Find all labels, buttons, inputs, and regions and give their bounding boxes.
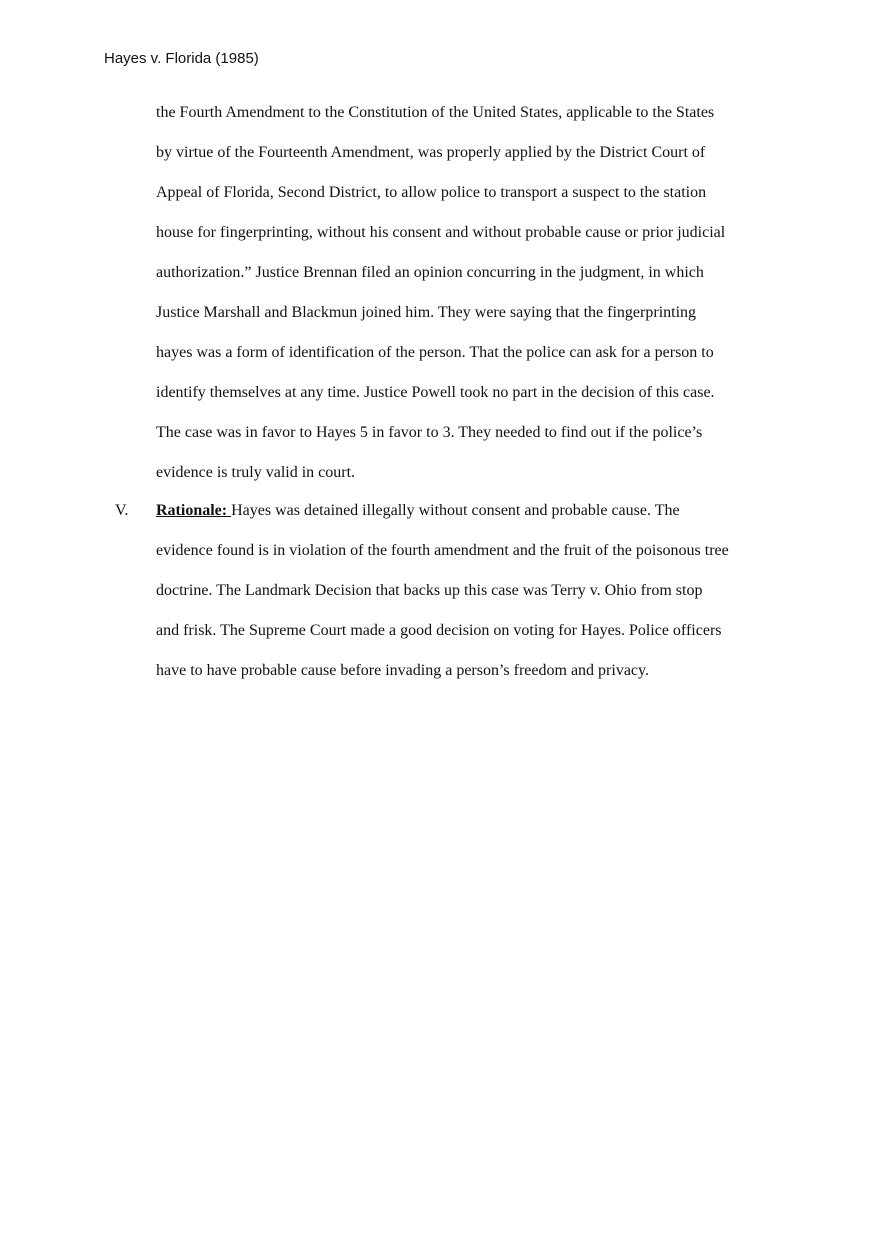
text-line: authorization.” Justice Brennan filed an opinion concurring in the judgment, in which [156, 264, 704, 281]
section-label: Rationale: [156, 502, 232, 519]
text-line: hayes was a form of identification of the person. That the police can ask for a person to [156, 344, 714, 361]
text-line: evidence found is in violation of the fourth amendment and the fruit of the poisonous tree [156, 542, 729, 559]
text-line: have to have probable cause before invading a person’s freedom and privacy. [156, 662, 649, 679]
text-segment: Hayes was detained illegally without consent and probable cause. The [231, 502, 680, 519]
text-line: and frisk. The Supreme Court made a good decision on voting for Hayes. Police officers [156, 622, 722, 639]
running-header: Hayes v. Florida (1985) [104, 50, 259, 67]
text-line: The case was in favor to Hayes 5 in favor to 3. They needed to find out if the police’s [156, 424, 703, 441]
text-line: the Fourth Amendment to the Constitution of the United States, applicable to the States [156, 104, 715, 121]
rationale-first-line [156, 501, 680, 521]
text-line: Appeal of Florida, Second District, to allow police to transport a suspect to the station [156, 184, 707, 201]
text-line: by virtue of the Fourteenth Amendment, was properly applied by the District Court of [156, 144, 706, 161]
text-line: evidence is truly valid in court. [156, 464, 356, 481]
section-numeral: V. [115, 502, 129, 519]
text-line: identify themselves at any time. Justice Powell took no part in the decision of this case. [156, 384, 715, 401]
text-line: doctrine. The Landmark Decision that backs up this case was Terry v. Ohio from stop [156, 582, 703, 599]
text-line: house for fingerprinting, without his consent and without probable cause or prior judicial [156, 224, 726, 241]
text-line: Justice Marshall and Blackmun joined him. They were saying that the fingerprinting [156, 304, 697, 321]
